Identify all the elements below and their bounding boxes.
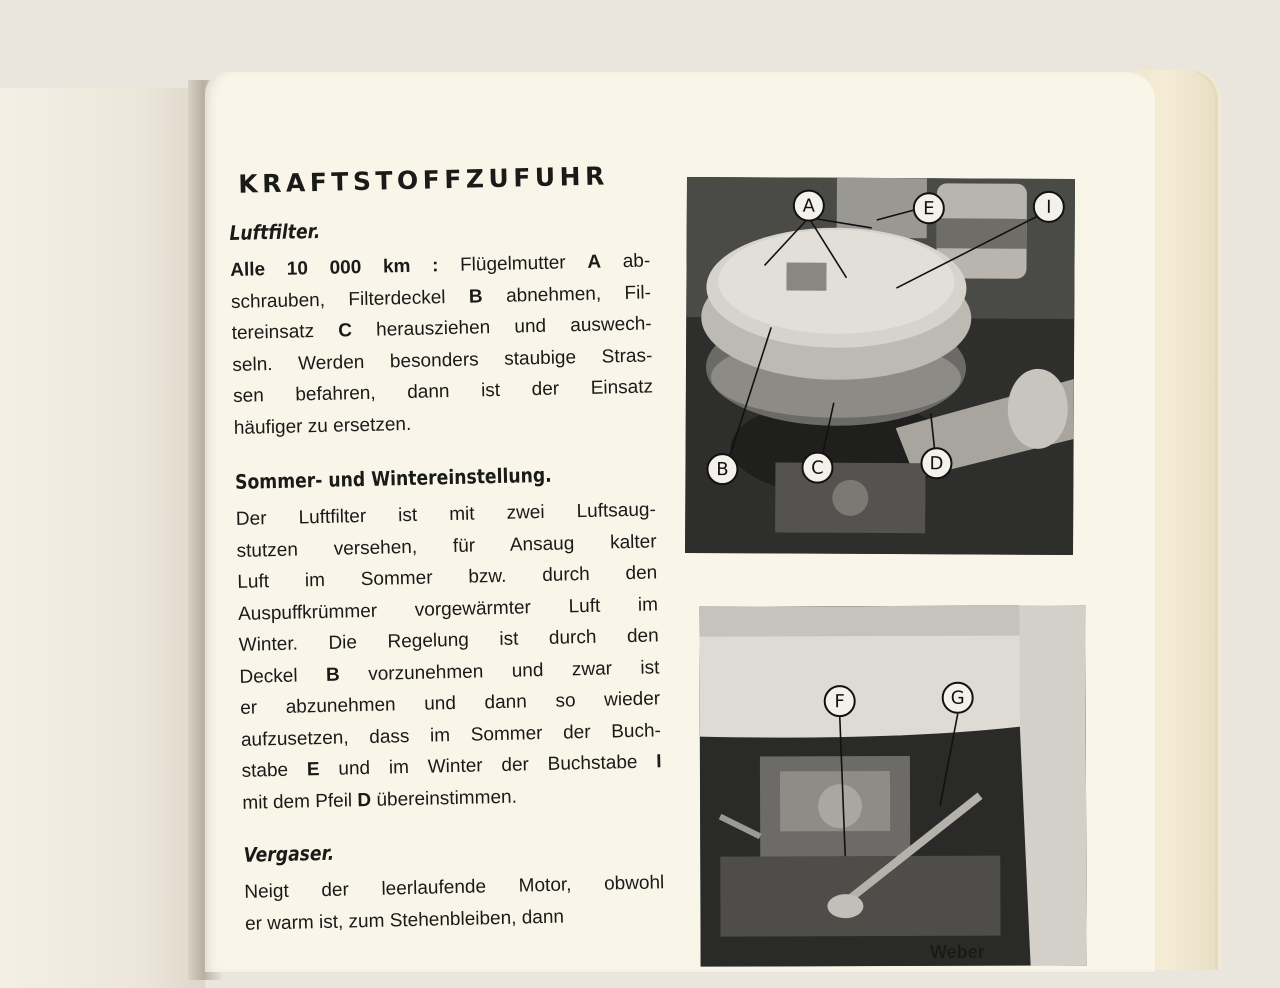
sommer-line-text: stutzen versehen, für Ansaug kalter — [236, 530, 657, 562]
paragraph-sommer-winter — [236, 494, 663, 818]
figure-caption-fragment: Weber — [930, 942, 985, 962]
luftfilter-line-b1: C — [338, 320, 353, 342]
callout-d-label: D — [929, 453, 944, 475]
sommer-line-tail: vorzunehmen und zwar ist — [339, 656, 660, 686]
luftfilter-line-text: sen befahren, dann ist der Einsatz — [232, 376, 654, 407]
sommer-line-text: Luft im Sommer bzw. durch den — [237, 562, 658, 593]
luftfilter-line-text: Flügelmutter — [438, 251, 588, 277]
sommer-line-text: er abzunehmen und dann so wieder — [239, 688, 661, 719]
figure-air-filter — [685, 177, 1075, 555]
sommer-line-text: Der Luftfilter ist mit zwei Luftsaug- — [235, 499, 657, 530]
sommer-line-b1: D — [357, 789, 372, 811]
luftfilter-line-tail: herausziehen und auswech- — [351, 313, 652, 342]
luftfilter-line-lead: Alle 10 000 km : — [230, 255, 439, 281]
callout-a-label: A — [802, 195, 816, 217]
callout-c-label: C — [811, 457, 824, 479]
sommer-line-text: mit dem Pfeil — [242, 789, 358, 814]
sommer-line-tail: übereinstimmen. — [370, 786, 518, 811]
luftfilter-line-text: häufiger zu ersetzen. — [233, 413, 412, 439]
callout-f-label: F — [834, 691, 845, 713]
figure-carburetor — [699, 605, 1086, 966]
left-page — [0, 88, 205, 988]
sommer-line-b1: E — [306, 759, 320, 781]
heading-luftfilter: Luftfilter. — [229, 218, 321, 245]
callout-g-label: G — [950, 687, 965, 709]
vergaser-line-text: er warm ist, zum Stehenbleiben, dann — [244, 906, 565, 935]
sommer-line-text: aufzusetzen, dass im Sommer der Buch- — [240, 719, 662, 751]
luftfilter-line-tail: ab- — [600, 250, 651, 273]
section-title: KRAFTSTOFFZUFUHR — [237, 161, 610, 199]
luftfilter-line-text: seln. Werden besonders staubige Stras- — [232, 344, 653, 376]
sommer-line-b2: I — [656, 751, 662, 773]
heading-sommer-winter: Sommer- und Wintereinstellung. — [234, 462, 552, 494]
sommer-line-text: Winter. Die Regelung ist durch den — [238, 625, 659, 656]
luftfilter-line-text: schrauben, Filterdeckel — [230, 286, 470, 313]
sommer-line-text: Deckel — [239, 664, 327, 688]
sommer-line-text: Auspuffkrümmer vorgewärmter Luft im — [237, 593, 659, 625]
sommer-line-tail: und im Winter der Buchstabe — [319, 751, 657, 781]
paragraph-vergaser — [244, 867, 665, 940]
callout-i-label: I — [1046, 196, 1052, 218]
callout-e-label: E — [923, 198, 935, 220]
sommer-line-text: stabe — [241, 759, 308, 782]
luftfilter-line-text: tereinsatz — [231, 320, 339, 344]
callout-b-label: B — [716, 459, 729, 481]
vergaser-line-text: Neigt der leerlaufende Motor, obwohl — [244, 872, 665, 903]
luftfilter-line-tail: abnehmen, Fil- — [482, 281, 652, 307]
paragraph-luftfilter — [230, 245, 654, 443]
luftfilter-line-b1: B — [468, 285, 483, 308]
heading-vergaser: Vergaser. — [243, 840, 335, 867]
text-column — [228, 160, 665, 939]
luftfilter-line-b1: A — [587, 251, 602, 273]
sommer-line-b1: B — [325, 664, 340, 686]
